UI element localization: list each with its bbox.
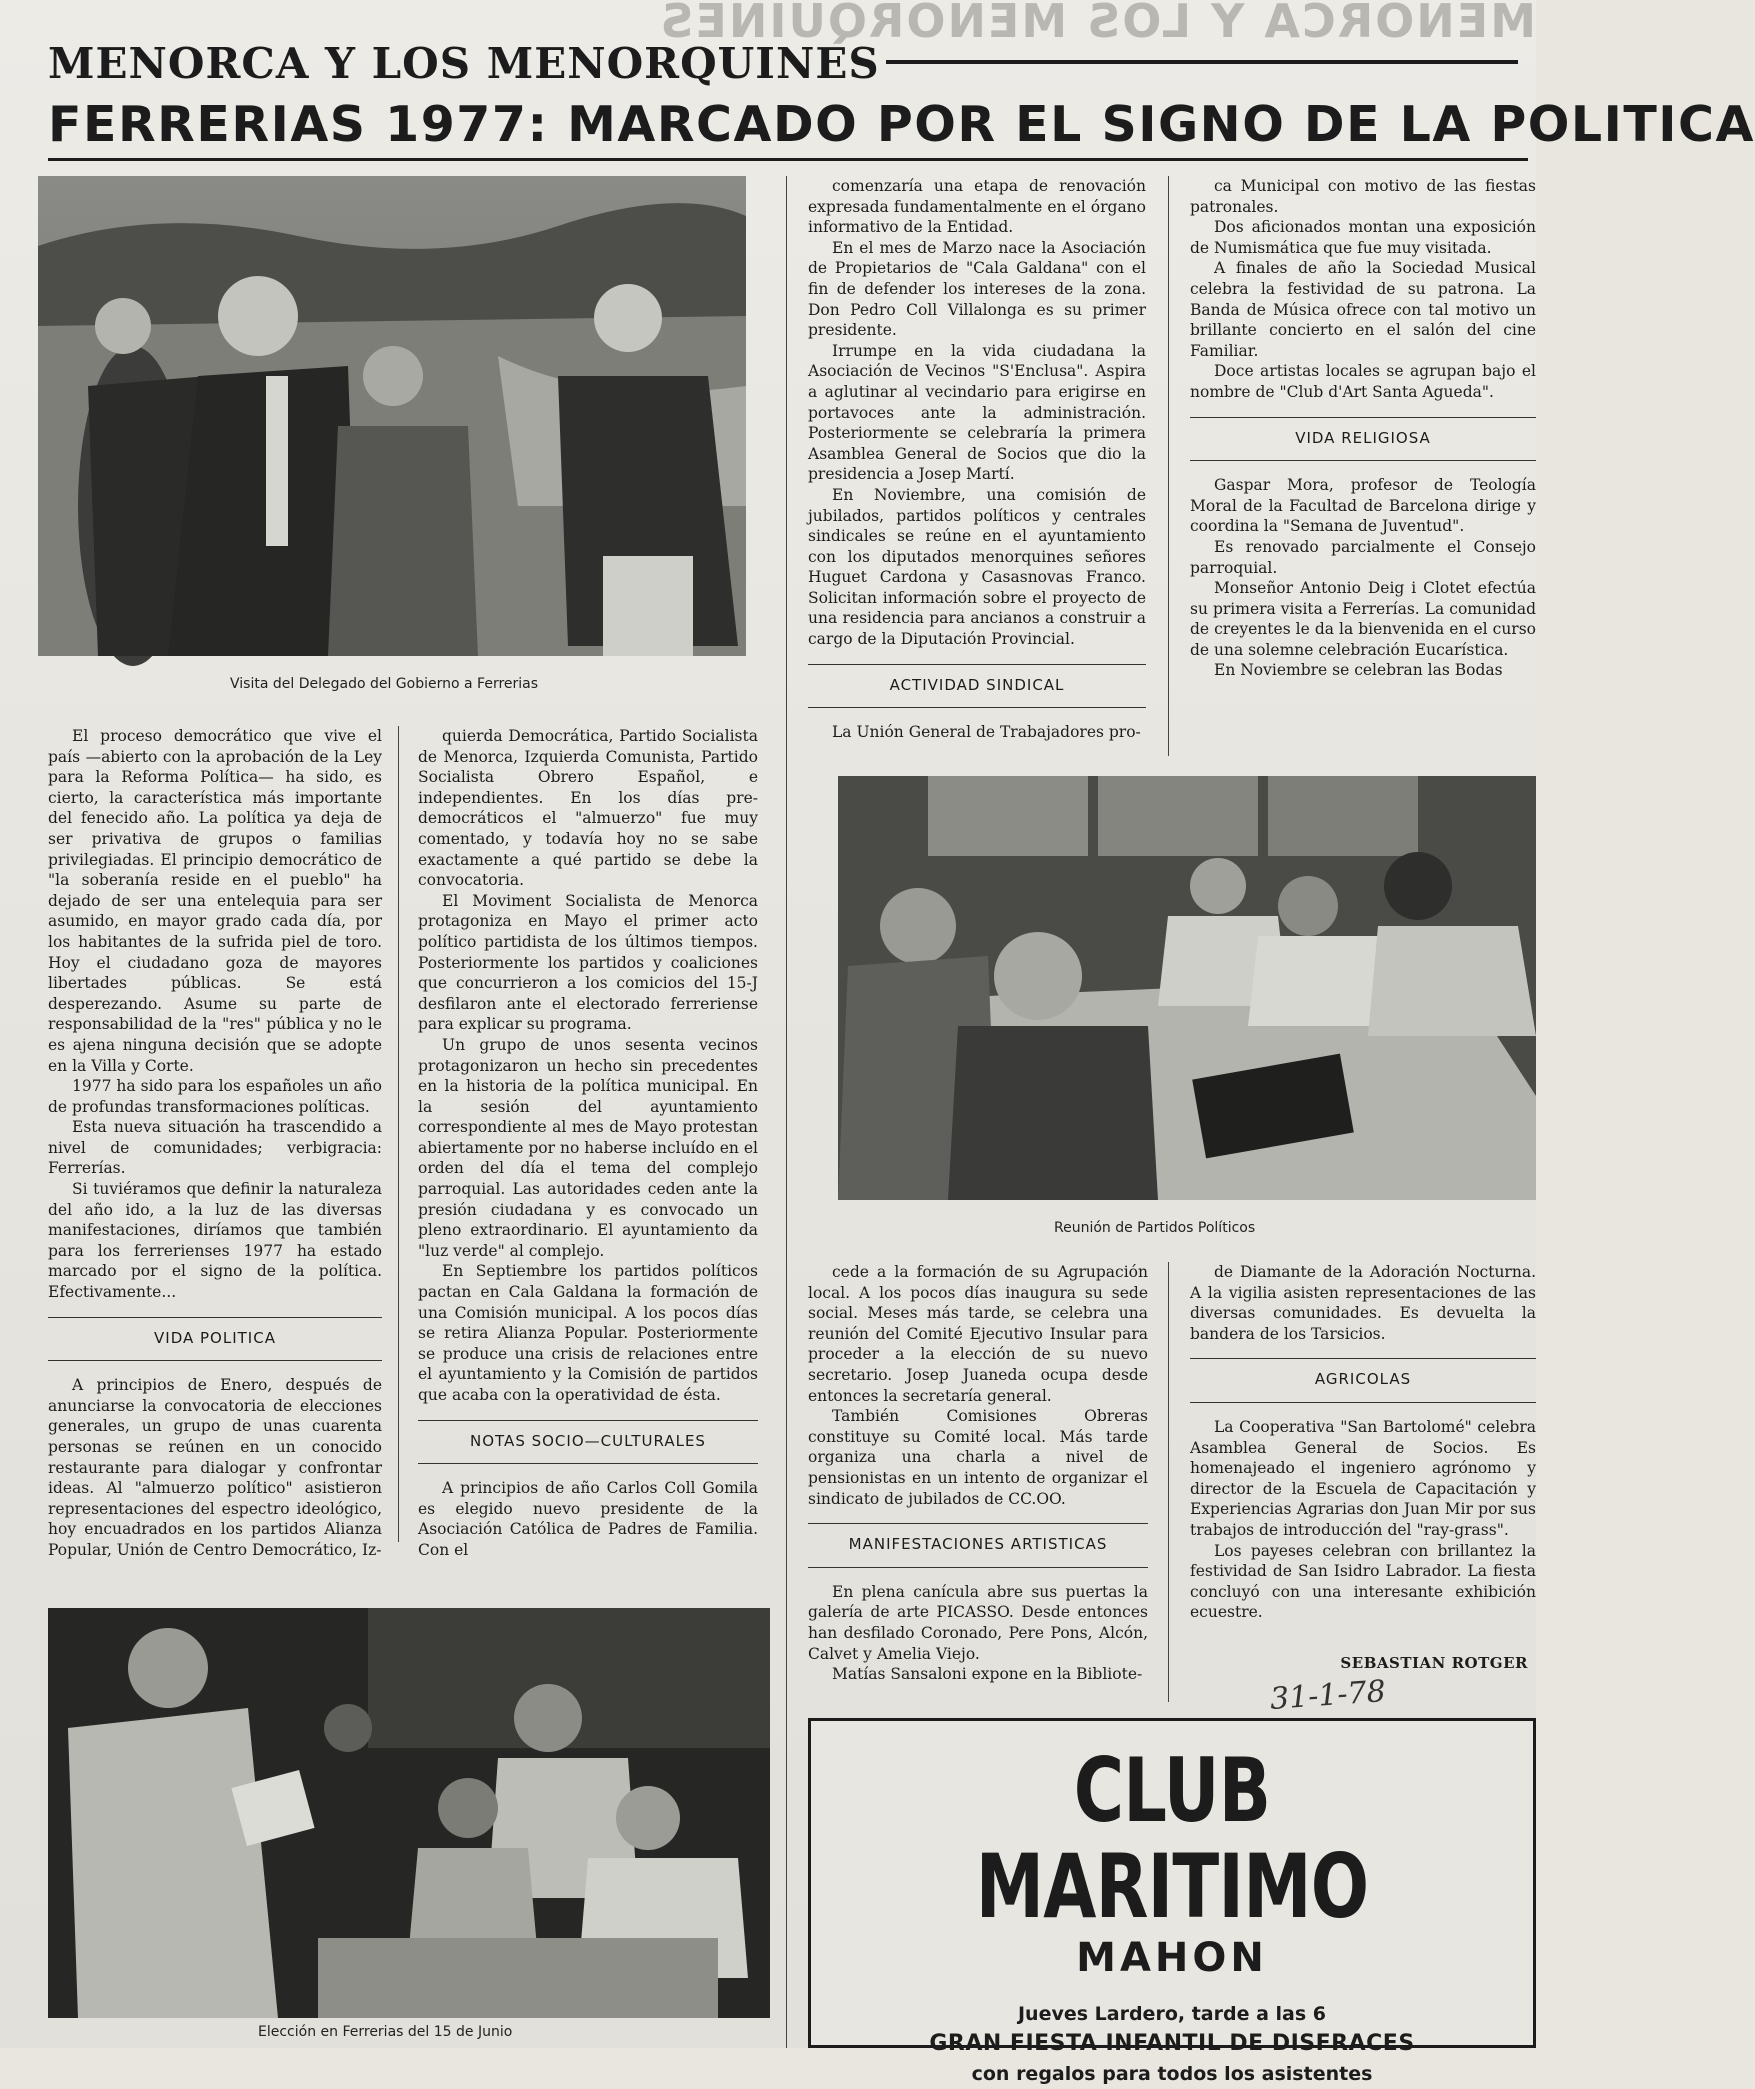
paragraph: El proceso democrático que vive el país —abierto con la aprobación de la Ley para la Reforma Política— ha sido, es cierto, la característica más importante del fenecido año. La política ya deja de ser privativa de grupos o familias privilegiadas. El principio democrático de "la soberanía reside en el pueblo" ha dejado de ser una entelequia para ser asumido, en mayor grado cada día, por los habitantes de la sufrida piel de toro. Hoy el ciudadano goza de mayores libertades públicas. Se está desperezando. Asume su parte de responsabilidad de la "res" pública y no le es ajena ninguna decisión que se adopte en la Villa y Corte. (48, 727, 382, 1075)
paragraph: comenzaría una etapa de renovación expresada fundamentalmente en el órgano informativo de la Entidad. (808, 177, 1146, 237)
section-header (48, 34, 1518, 90)
handwritten-date: 31-1-78 (1268, 1674, 1387, 1717)
paragraph: Es renovado parcialmente el Consejo parroquial. (1190, 537, 1536, 577)
paragraph: Los payeses celebran con brillantez la festividad de San Isidro Labrador. La fiesta concluyó con una interesante exhibición ecuestre. (1190, 1541, 1536, 1622)
paragraph: A finales de año la Sociedad Musical celebra la festividad de su patrona. La Banda de Música ofrece con tal motivo un brillante concierto en el salón del cine Familiar. (1190, 259, 1536, 360)
paragraph: También Comisiones Obreras constituye su Comité local. Más tarde organiza una charla a nivel de pensionistas en un intento de organizar el sindicato de jubilados de CC.OO. (808, 1407, 1148, 1508)
headline-rule (48, 158, 1528, 161)
paragraph: El Moviment Socialista de Menorca protagoniza en Mayo el primer acto político partidista de los últimos tiempos. Posteriormente los partidos y coaliciones que concurrieron a los comicios del 15-J desfilaron ante el electorado ferreriense para explicar su programa. (418, 891, 758, 1034)
paragraph: Un grupo de unos sesenta vecinos protagonizaron un hecho sin precedentes en la historia de la política municipal. En la sesión del ayuntamiento correspondiente al mes de Mayo protestan abiertamente por no haberse incluído en el orden del día el tema del complejo parroquial. Las autoridades ceden ante la presión ciudadana y es convocado un pleno extraordinario. El ayuntamiento da "luz verde" al complejo. (418, 1035, 758, 1260)
paragraph: quierda Democrática, Partido Socialista de Menorca, Izquierda Comunista, Partido Socialista Obrero Español, e independientes. En los días pre-democráticos el "almuerzo" fue muy comentado, y todavía hoy no se sabe exactamente a qué partido se debe la convocatoria. (418, 727, 758, 890)
paragraph: de Diamante de la Adoración Nocturna. A la vigilia asisten representaciones de las diversas comunidades. Es devuelta la bandera de los Tarsicios. (1190, 1263, 1536, 1343)
column-rule (1168, 176, 1169, 756)
ad-subtitle: MAHON (1076, 1935, 1268, 1981)
paragraph: cede a la formación de su Agrupación local. A los pocos días inaugura su sede social. Meses más tarde, se celebra una reunión del Comité Ejecutivo Insular para proceder a la elección de su nuevo secretario. Josep Juaneda ocupa desde entonces la secretaría general. (808, 1263, 1148, 1405)
paragraph: Monseñor Antonio Deig i Clotet efectúa su primera visita a Ferrerías. La comunidad de creyentes le da la bienvenida en el curso de una solemne celebración Eucarística. (1190, 579, 1536, 659)
column-rule (786, 176, 787, 2048)
photo-caption-election: Elección en Ferrerias del 15 de Junio (258, 2024, 513, 2040)
photo-caption-delegate: Visita del Delegado del Gobierno a Ferrerias (230, 676, 539, 692)
column-rule (1168, 1262, 1169, 1702)
column-6 (1190, 1262, 1536, 1623)
paragraph: Dos aficionados montan una exposición de Numismática que fue muy visitada. (1190, 218, 1536, 257)
column-5 (808, 1262, 1148, 1685)
paragraph: Esta nueva situación ha trascendido a nivel de comunidades; verbigracia: Ferrerías. (48, 1118, 382, 1178)
subheading-agricolas: AGRICOLAS (1190, 1358, 1536, 1403)
subheading-manifestaciones-artisticas: MANIFESTACIONES ARTISTICAS (808, 1523, 1148, 1568)
paragraph: A principios de año Carlos Coll Gomila es elegido nuevo presidente de la Asociación Católica de Padres de Familia. Con el (418, 1479, 758, 1559)
headline: FERRERIAS 1977: MARCADO POR EL SIGNO DE LA POLITICA (48, 96, 1755, 153)
paragraph: En Septiembre los partidos políticos pactan en Cala Galdana la formación de una Comisión municipal. A los pocos días se retira Alianza Popular. Posteriormente se produce una crisis de relaciones entre el ayuntamiento y la Comisión de partidos que acaba con la operatividad de ésta. (418, 1262, 758, 1404)
section-rule (886, 60, 1518, 64)
subheading-vida-politica: VIDA POLITICA (48, 1317, 382, 1362)
photo-election (48, 1608, 770, 2018)
bleed-through-text: MENORCA Y LOS MENORQUINES (658, 0, 1536, 48)
photo-delegate-visit (38, 176, 746, 656)
paragraph: En plena canícula abre sus puertas la galería de arte PICASSO. Desde entonces han desfilado Coronado, Pere Pons, Alcón, Calvet y Amelia Viejo. (808, 1582, 1148, 1663)
paragraph: Doce artistas locales se agrupan bajo el nombre de "Club d'Art Santa Agueda". (1190, 362, 1536, 401)
column-1 (48, 726, 382, 1561)
paragraph: A principios de Enero, después de anunciarse la convocatoria de elecciones generales, un grupo de unas cuarenta personas se reúnen en un conocido restaurante para dialogar y confrontar ideas. Al "almuerzo político" asistieron representaciones del espectro ideológico, hoy encuadrados en los partidos Alianza Popular, Unión de Centro Democrático, Iz- (48, 1376, 382, 1559)
ad-title: CLUB MARITIMO (975, 1739, 1369, 1938)
subheading-notas-socio-culturales: NOTAS SOCIO—CULTURALES (418, 1420, 758, 1465)
column-2 (418, 726, 758, 1561)
subheading-actividad-sindical: ACTIVIDAD SINDICAL (808, 664, 1146, 709)
paragraph: En Noviembre se celebran las Bodas (1214, 661, 1503, 680)
paragraph: La Unión General de Trabajadores pro- (832, 723, 1141, 742)
paragraph: Irrumpe en la vida ciudadana la Asociación de Vecinos "S'Enclusa". Aspira a aglutinar al vecindario para erigirse en portavoces ante la administración. Posteriormente se celebraría la primera Asamblea General de Socios que dio la presidencia a Josep Martí. (808, 341, 1146, 484)
photo-caption-meeting: Reunión de Partidos Políticos (1054, 1220, 1256, 1236)
section-title: MENORCA Y LOS MENORQUINES (48, 39, 880, 88)
column-rule (398, 726, 399, 1542)
ad-gifts-line: con regalos para todos los asistentes (971, 2063, 1373, 2085)
paragraph: En el mes de Marzo nace la Asociación de Propietarios de "Cala Galdana" con el fin de defender los intereses de la zona. Don Pedro Coll Villalonga es su primer presidente. (808, 238, 1146, 340)
photo-party-meeting (838, 776, 1536, 1200)
paragraph: En Noviembre, una comisión de jubilados, partidos políticos y centrales sindicales se reúne en el ayuntamiento con los diputados menorquines señores Huguet Cardona y Casasnovas Franco. Solicitan información sobre el proyecto de una residencia para ancianos a construir a cargo de la Diputación Provincial. (808, 485, 1146, 649)
column-3 (808, 176, 1146, 743)
paragraph: ca Municipal con motivo de las fiestas patronales. (1190, 177, 1536, 216)
column-4 (1190, 176, 1536, 681)
paragraph: Gaspar Mora, profesor de Teología Moral de la Facultad de Barcelona dirige y coordina la "Semana de Juventud". (1190, 476, 1536, 536)
club-maritimo-advertisement (808, 1718, 1536, 2085)
ad-date-line: Jueves Lardero, tarde a las 6 (1017, 2003, 1326, 2025)
paragraph: Si tuviéramos que definir la naturaleza del año ido, a la luz de las diversas manifestaciones, diríamos que también para los ferrerienses 1977 ha estado marcado por el signo de la política. Efectivamente... (48, 1180, 382, 1302)
author-byline: SEBASTIAN ROTGER (1340, 1654, 1528, 1672)
subheading-vida-religiosa: VIDA RELIGIOSA (1190, 417, 1536, 462)
paragraph: La Cooperativa "San Bartolomé" celebra Asamblea General de Socios. Es homenajeado el ingeniero agrónomo y director de la Escuela de Capacitación y Experiencias Agrarias don Juan Mir por sus trabajos de introducción del "ray-grass". (1190, 1417, 1536, 1539)
paragraph: 1977 ha sido para los españoles un año de profundas transformaciones políticas. (48, 1077, 382, 1116)
paragraph: Matías Sansaloni expone en la Bibliote- (832, 1665, 1143, 1684)
ad-event-line: GRAN FIESTA INFANTIL DE DISFRACES (929, 2031, 1415, 2056)
